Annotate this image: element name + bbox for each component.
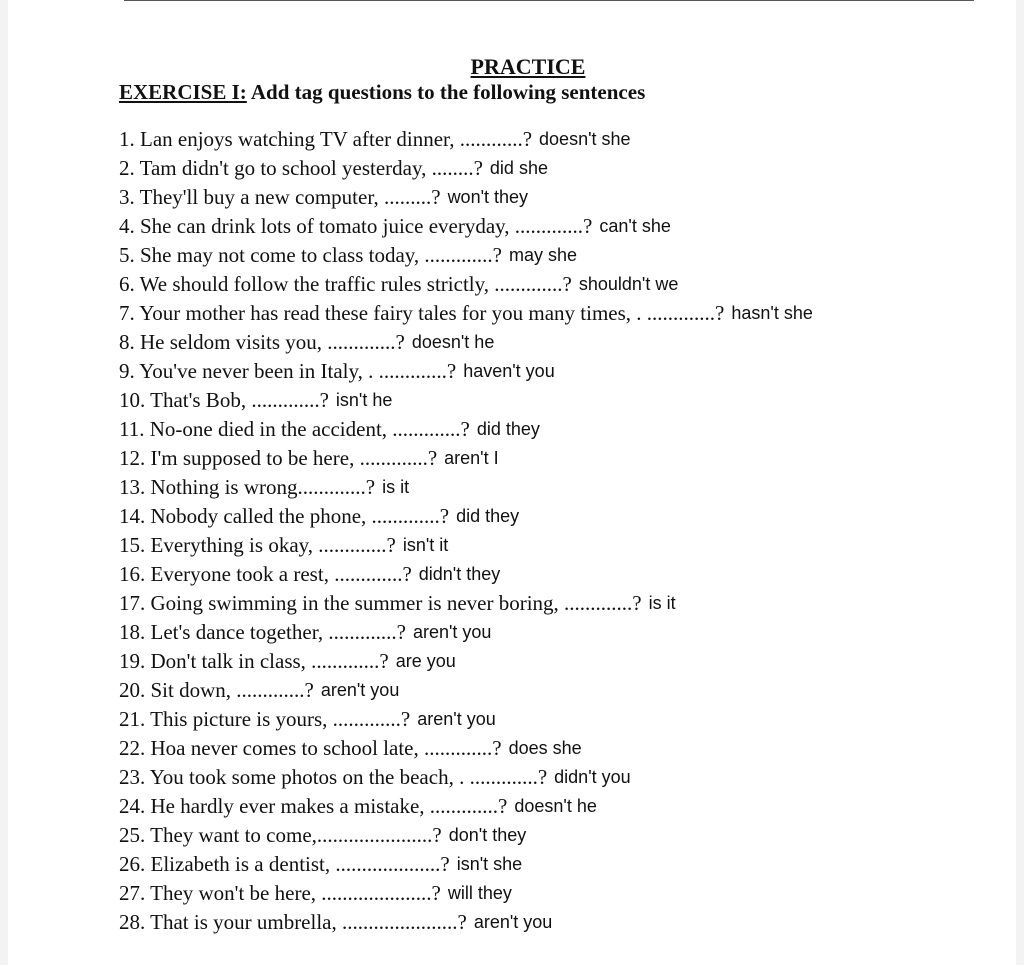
question-item <box>119 648 456 674</box>
question-text: 14. Nobody called the phone, .............? <box>119 504 450 528</box>
page-title: PRACTICE <box>470 54 586 79</box>
answer-text: aren't you <box>473 912 553 932</box>
question-item <box>119 735 582 761</box>
question-item <box>119 126 631 152</box>
question-text: 11. No-one died in the accident, .............? <box>119 417 470 441</box>
question-text: 18. Let's dance together, .............? <box>119 620 406 644</box>
question-text: 12. I'm supposed to be here, .............? <box>119 446 438 470</box>
question-item <box>119 271 678 297</box>
question-item <box>119 358 555 384</box>
question-item <box>119 532 448 558</box>
question-text: 16. Everyone took a rest, .............? <box>119 562 412 586</box>
question-item <box>119 822 526 848</box>
question-text: 5. She may not come to class today, .............? <box>119 243 502 267</box>
question-text: 23. You took some photos on the beach, . .............? <box>119 765 548 789</box>
answer-text: isn't it <box>402 535 449 555</box>
answer-text: is it <box>382 477 410 497</box>
question-item <box>119 677 399 703</box>
answer-text: won't they <box>447 187 529 207</box>
exercise-heading <box>119 80 645 105</box>
question-text: 22. Hoa never comes to school late, .............? <box>119 736 502 760</box>
question-item <box>119 155 548 181</box>
question-item <box>119 387 392 413</box>
question-item <box>119 503 519 529</box>
answer-text: may she <box>508 245 578 265</box>
question-text: 19. Don't talk in class, .............? <box>119 649 389 673</box>
question-text: 4. She can drink lots of tomato juice everyday, .............? <box>119 214 593 238</box>
question-item <box>119 242 577 268</box>
question-item <box>119 619 491 645</box>
exercise-instruction: Add tag questions to the following sentences <box>246 80 646 104</box>
question-item <box>119 793 597 819</box>
answer-text: does she <box>508 738 582 758</box>
question-item <box>119 184 528 210</box>
answer-text: doesn't she <box>539 129 631 149</box>
question-text: 21. This picture is yours, .............? <box>119 707 411 731</box>
question-item <box>119 300 813 326</box>
question-item <box>119 213 671 239</box>
previous-section-box <box>124 0 974 1</box>
question-item <box>119 590 676 616</box>
question-item <box>119 764 631 790</box>
question-text: 24. He hardly ever makes a mistake, .............? <box>119 794 508 818</box>
question-text: 10. That's Bob, .............? <box>119 388 329 412</box>
answer-text: did she <box>489 158 548 178</box>
question-item <box>119 561 500 587</box>
answer-text: aren't you <box>320 680 400 700</box>
question-text: 28. That is your umbrella, ......................? <box>119 910 467 934</box>
question-item <box>119 329 494 355</box>
question-item <box>119 706 496 732</box>
answer-text: will they <box>447 883 512 903</box>
question-text: 17. Going swimming in the summer is never boring, .............? <box>119 591 642 615</box>
question-text: 8. He seldom visits you, .............? <box>119 330 405 354</box>
question-item <box>119 909 552 935</box>
answer-text: doesn't he <box>514 796 597 816</box>
question-text: 13. Nothing is wrong.............? <box>119 475 376 499</box>
answer-text: did they <box>456 506 520 526</box>
answer-text: isn't she <box>456 854 523 874</box>
answer-text: shouldn't we <box>578 274 679 294</box>
question-text: 9. You've never been in Italy, . .............? <box>119 359 457 383</box>
answer-text: aren't you <box>417 709 496 729</box>
question-text: 26. Elizabeth is a dentist, ....................? <box>119 852 450 876</box>
question-text: 6. We should follow the traffic rules strictly, .............? <box>119 272 572 296</box>
answer-text: can't she <box>599 216 671 236</box>
question-item <box>119 474 409 500</box>
answer-text: is it <box>648 593 676 613</box>
answer-text: haven't you <box>463 361 555 381</box>
question-text: 7. Your mother has read these fairy tales for you many times, . .............? <box>119 301 725 325</box>
exercise-label: EXERCISE I: <box>119 80 247 104</box>
question-text: 3. They'll buy a new computer, .........? <box>119 185 441 209</box>
answer-text: aren't I <box>444 448 499 468</box>
answer-text: did they <box>476 419 540 439</box>
answer-text: are you <box>395 651 456 671</box>
question-text: 20. Sit down, .............? <box>119 678 314 702</box>
answer-text: don't they <box>448 825 527 845</box>
question-item <box>119 416 540 442</box>
question-text: 25. They want to come,......................? <box>119 823 442 847</box>
answer-text: isn't he <box>335 390 393 410</box>
answer-text: didn't they <box>418 564 501 584</box>
answer-text: hasn't she <box>731 303 813 323</box>
question-item <box>119 851 522 877</box>
answer-text: aren't you <box>412 622 492 642</box>
question-text: 1. Lan enjoys watching TV after dinner, ............? <box>119 127 533 151</box>
answer-text: doesn't he <box>411 332 495 352</box>
question-text: 27. They won't be here, .....................? <box>119 881 441 905</box>
answer-text: didn't you <box>554 767 631 787</box>
question-text: 2. Tam didn't go to school yesterday, ........? <box>119 156 483 180</box>
question-item <box>119 880 512 906</box>
question-item <box>119 445 499 471</box>
question-text: 15. Everything is okay, .............? <box>119 533 396 557</box>
